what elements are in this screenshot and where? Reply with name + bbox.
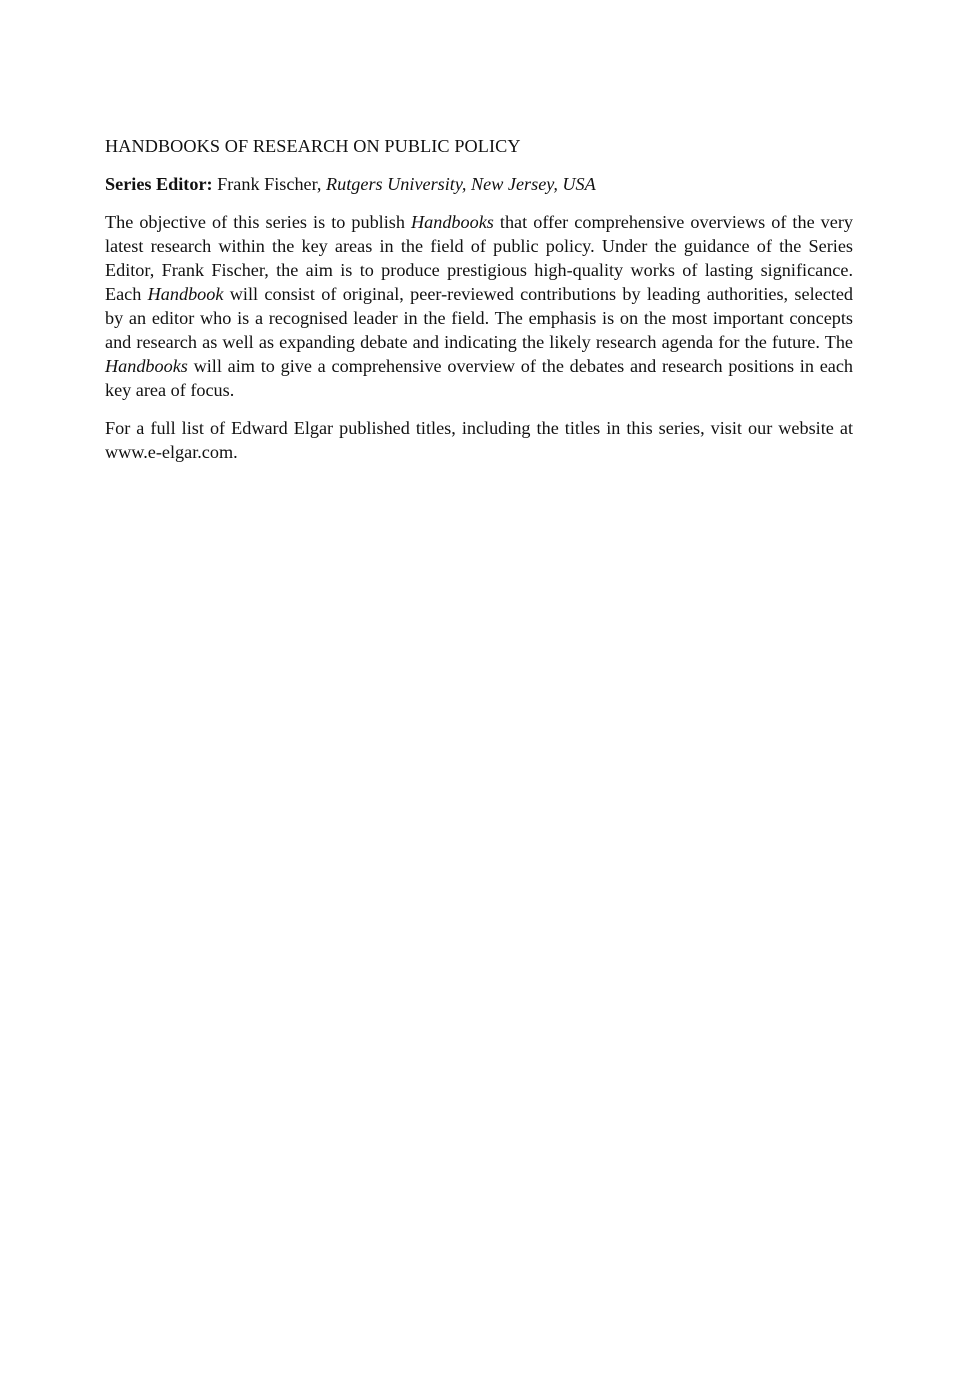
series-editor-label: Series Editor: [105,174,213,194]
objective-emphasis-2: Handbook [147,284,224,304]
series-page [105,134,853,478]
series-editor-name: Frank Fischer, [212,174,327,194]
objective-text-2: that offer comprehensive overviews of the very latest research within the key areas in the field of public policy. Under the guidance of the Series Editor, Frank Fischer, the aim is to produce prestigious high-quality works of lasting significance. Each [105,212,854,304]
series-title: HANDBOOKS OF RESEARCH ON PUBLIC POLICY [105,136,521,156]
objective-text-1: The objective of this series is to publish [105,212,411,232]
series-editor-affiliation: Rutgers University, New Jersey, USA [326,174,596,194]
publisher-list-note: For a full list of Edward Elgar published titles, including the titles in this series, visit our website at www.e-elgar.com. [105,418,853,462]
objective-text-4: will aim to give a comprehensive overview of the debates and research positions in each key area of focus. [105,356,853,400]
series-editor-line [105,172,853,196]
objective-text-3: will consist of original, peer-reviewed contributions by leading authorities, selected by an editor who is a recognised leader in the field. The emphasis is on the most important concepts and research as well as expanding debate and indicating the likely research agenda for the future. The [105,284,853,352]
objective-emphasis-3: Handbooks [105,356,188,376]
objective-emphasis-1: Handbooks [411,212,494,232]
series-objective-paragraph [105,210,853,402]
